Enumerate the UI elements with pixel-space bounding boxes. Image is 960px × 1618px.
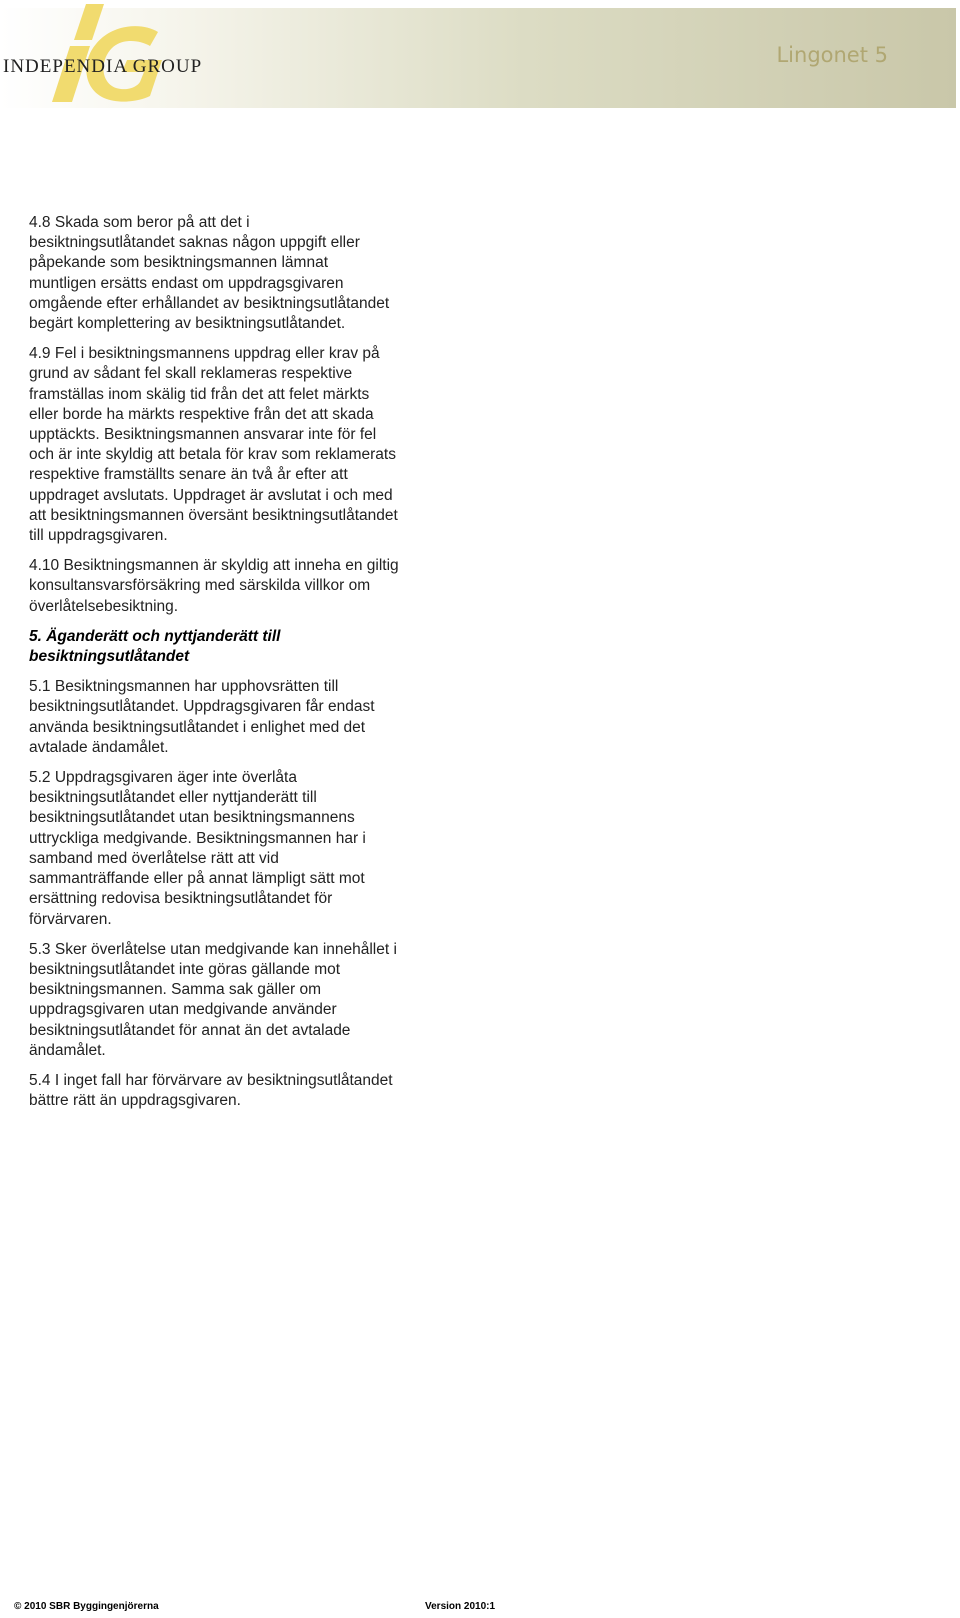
logo-dot-shape <box>74 4 104 40</box>
paragraph: 4.8 Skada som beror på att det i besiktningsutlåtandet saknas någon uppgift eller påpekande som besiktningsmannen lämnat muntligen ersätts endast om uppdragsgivaren omgående efter erhållandet av besiktningsutlåtandet begärt komplettering av besiktningsutlåtandet. <box>29 214 390 333</box>
paragraph: 5.4 I inget fall har förvärvare av besiktningsutlåtandet bättre rätt än uppdragsgivaren. <box>29 1071 393 1110</box>
paragraph: 5.2 Uppdragsgivaren äger inte överlåta besiktningsutlåtandet eller nyttjanderätt till besiktningsutlåtandet utan besiktningsmannens uttryckliga medgivande. Besiktningsmannen har i samband med överlåtelse rätt att vid sammanträffande eller på annat lämpligt sätt mot ersättning redovisa besiktningsutlåtandet för förvärvaren. <box>29 769 366 928</box>
paragraph: 5.1 Besiktningsmannen har upphovsrätten till besiktningsutlåtandet. Uppdragsgivaren får endast använda besiktningsutlåtandet i enlighet med det avtalade ändamålet. <box>29 678 375 756</box>
document-title: Lingonet 5 <box>776 43 888 67</box>
section-heading: 5. Äganderätt och nyttjanderätt till besiktningsutlåtandet <box>29 627 281 666</box>
company-name: INDEPENDIA GROUP <box>3 56 203 77</box>
paragraph: 5.3 Sker överlåtelse utan medgivande kan innehållet i besiktningsutlåtandet inte göras gällande mot besiktningsmannen. Samma sak gäller om uppdragsgivaren utan medgivande använder besiktningsutlåtandet för annat än det avtalade ändamålet. <box>29 940 397 1059</box>
footer-copyright: © 2010 SBR Byggingenjörerna <box>14 1601 159 1612</box>
paragraph: 4.10 Besiktningsmannen är skyldig att inneha en giltig konsultansvarsförsäkring med särskilda villkor om överlåtelsebesiktning. <box>29 557 399 615</box>
footer-version: Version 2010:1 <box>425 1601 496 1612</box>
independia-logo <box>0 0 203 108</box>
document-body <box>29 213 399 1121</box>
paragraph: 4.9 Fel i besiktningsmannens uppdrag eller krav på grund av sådant fel skall reklameras respektive framställas inom skälig tid från det att felet märkts eller borde ha märkts respektive från det att skada upptäckts. Besiktningsmannen ansvarar inte för fel och är inte skyldig att betala för krav som reklamerats respektive framställts senare än två år efter att uppdraget avslutats. Uppdraget är avslutat i och med att besiktningsmannen översänt besiktningsutlåtandet till uppdragsgivaren. <box>29 345 398 545</box>
